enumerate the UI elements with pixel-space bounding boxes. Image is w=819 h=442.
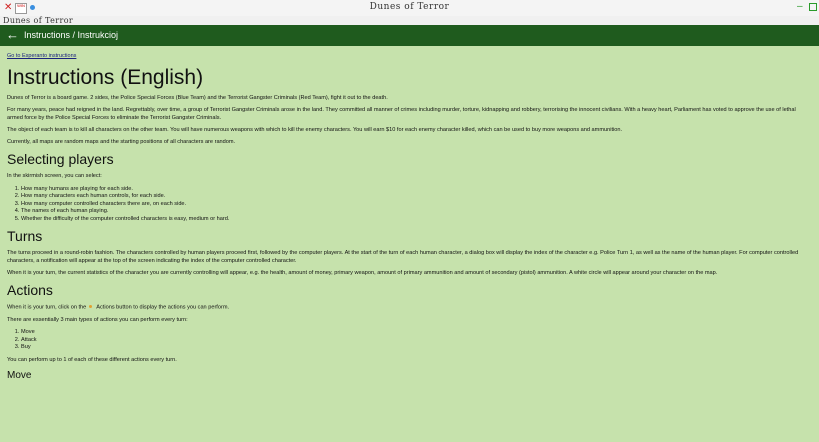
actions-heading: Actions xyxy=(7,282,53,299)
move-heading: Move xyxy=(7,370,32,382)
app-logo: WIN xyxy=(15,3,27,14)
window-titlebar xyxy=(0,0,819,17)
list-item: 1. Move xyxy=(21,329,813,337)
list-item: 2. How many characters each human controls, for each side. xyxy=(21,193,813,201)
minimize-icon[interactable]: – xyxy=(797,1,803,12)
actions-text-after: Actions button to display the actions you can perform. xyxy=(96,304,230,311)
esperanto-link[interactable]: Go to Esperanto instructions xyxy=(7,53,77,59)
actions-icon xyxy=(88,304,94,310)
actions-paragraph-2: There are essentially 3 main types of actions you can perform every turn: xyxy=(7,316,188,323)
intro-paragraph-1: Dunes of Terror is a board game. 2 sides, the Police Special Forces (Blue Team) and the Terrorist Gangster Criminals (Red Team), fight it out to the death. xyxy=(7,95,388,101)
menubar xyxy=(0,16,819,25)
turns-paragraph-1: The turns proceed in a round-robin fashion. The characters controlled by human players proceed first, followed by the computer players. At the start of the turn of each human character, a dialog box will display the index of the character e.g. Police Turn 1, as well as the name of the human player. For computer controlled characters, a notification will appear at the top of the screen indicating the index of the computer controlled character. xyxy=(7,250,799,264)
intro-paragraph-4: Currently, all maps are random maps and the starting positions of all characters are random. xyxy=(7,139,236,146)
list-item: 2. Attack xyxy=(21,337,813,345)
actions-paragraph-3: You can perform up to 1 of each of these different actions every turn. xyxy=(7,356,177,363)
list-item: 3. How many computer controlled characters there are, on each side. xyxy=(21,201,813,209)
actions-paragraph-1 xyxy=(7,304,813,312)
selecting-players-heading: Selecting players xyxy=(7,151,114,168)
selecting-list xyxy=(7,186,813,224)
turns-heading: Turns xyxy=(7,228,43,245)
list-item: 3. Buy xyxy=(21,344,813,352)
list-item: 4. The names of each human playing. xyxy=(21,208,813,216)
close-icon[interactable]: ✕ xyxy=(4,2,13,13)
turns-paragraph-2: When it is your turn, the current statistics of the character you are currently controlling will appear, e.g. the health, amount of money, primary weapon, amount of primary ammunition and amount of secondary (pistol) ammunition. A white circle will appear around your character on the map. xyxy=(7,269,718,276)
intro-paragraph-2: For many years, peace had reigned in the land. Regrettably, over time, a group of Terrorist Gangster Criminals arose in the land. They committed all manner of crimes including murder, torture, kidnapping and robbery, terrorising the innocent civilians. With a heavy heart, Parliament has voted to approve the use of lethal armed force by the Police Special Forces to eliminate the Terrorist Gangster Criminals. xyxy=(7,107,796,121)
actions-list xyxy=(7,329,813,352)
menubar-title: Dunes of Terror xyxy=(3,16,74,25)
window-title: Dunes of Terror xyxy=(369,2,450,12)
maximize-icon[interactable] xyxy=(809,3,817,11)
list-item: 1. How many humans are playing for each side. xyxy=(21,186,813,194)
instructions-content xyxy=(7,50,813,382)
list-item: 5. Whether the difficulty of the computer controlled characters is easy, medium or hard. xyxy=(21,216,813,224)
app-bar-title: Instructions / Instrukcioj xyxy=(24,30,119,40)
actions-text-before: When it is your turn, click on the xyxy=(7,304,87,311)
app-bar xyxy=(0,25,819,46)
intro-paragraph-3: The object of each team is to kill all characters on the other team. You will have numerous weapons with which to kill the enemy characters. You will earn $10 for each enemy character killed, which can be used to buy more weapons and ammunition. xyxy=(7,126,623,133)
page-heading: Instructions (English) xyxy=(7,66,204,89)
arrow-left-icon[interactable]: ← xyxy=(6,27,19,42)
selecting-intro: In the skirmish screen, you can select: xyxy=(7,173,102,180)
